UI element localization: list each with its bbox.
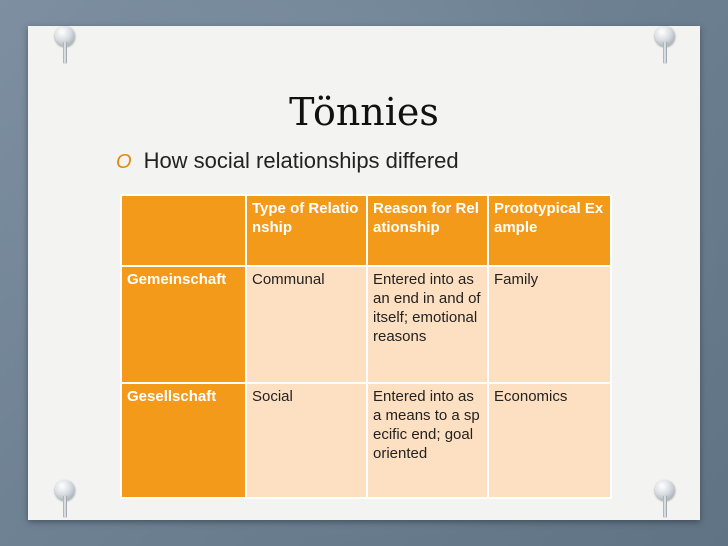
table-header-cell-empty [121, 195, 246, 266]
table-row [121, 266, 611, 383]
table-cell: Entered into as a means to a specific end; goal oriented [367, 383, 488, 498]
table-row-label: Gesellschaft [121, 383, 246, 498]
table-row [121, 383, 611, 498]
table-cell: Social [246, 383, 367, 498]
bullet-point [116, 148, 459, 174]
thumbtack-icon [652, 26, 678, 66]
bullet-marker: O [116, 151, 132, 173]
slide-title [0, 90, 728, 134]
table-row-label: Gemeinschaft [121, 266, 246, 383]
table-header-cell: Reason for Relationship [367, 195, 488, 266]
comparison-table [120, 194, 612, 499]
table-cell: Communal [246, 266, 367, 383]
thumbtack-icon [52, 480, 78, 520]
table-cell: Economics [488, 383, 611, 498]
table-cell: Family [488, 266, 611, 383]
slide-title-text: Tönnies [289, 90, 439, 134]
bullet-text: How social relationships differed [143, 148, 459, 173]
thumbtack-icon [52, 26, 78, 66]
table-header-cell: Type of Relationship [246, 195, 367, 266]
table-header-cell: Prototypical Example [488, 195, 611, 266]
table-header-row [121, 195, 611, 266]
thumbtack-icon [652, 480, 678, 520]
table-cell: Entered into as an end in and of itself; emotional reasons [367, 266, 488, 383]
